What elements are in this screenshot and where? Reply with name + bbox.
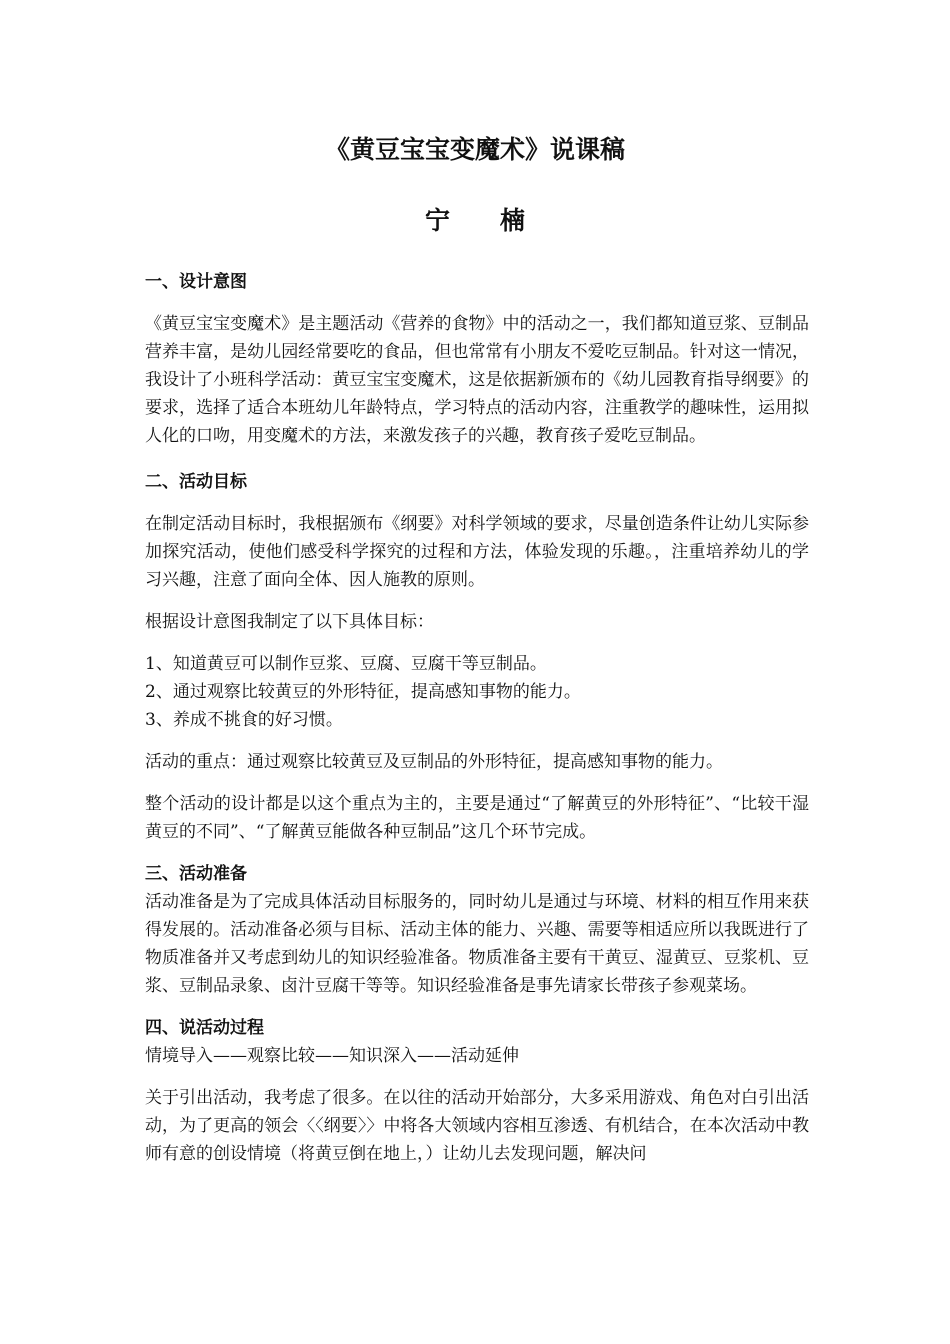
paragraph: 《黄豆宝宝变魔术》是主题活动《营养的食物》中的活动之一，我们都知道豆浆、豆制品营养丰富，是幼儿园经常要吃的食品，但也常常有小朋友不爱吃豆制品。针对这一情况，我设计了小班科学活动：黄豆宝宝变魔术，这是依据新颁布的《幼儿园教育指导纲要》的要求，选择了适合本班幼儿年龄特点，学习特点的活动内容，注重教学的趣味性，运用拟人化的口吻，用变魔术的方法，来激发孩子的兴趣，教育孩子爱吃豆制品。	[145, 314, 809, 446]
section-activity-preparation	[145, 860, 809, 1000]
section-heading: 一、设计意图	[145, 272, 247, 292]
paragraph: 整个活动的设计都是以这个重点为主的，主要是通过“了解黄豆的外形特征”、“比较干湿黄豆的不同”、“了解黄豆能做各种豆制品”这几个环节完成。	[145, 794, 809, 842]
paragraph: 情境导入——观察比较——知识深入——活动延伸	[145, 1046, 519, 1066]
paragraph: 活动的重点：通过观察比较黄豆及豆制品的外形特征，提高感知事物的能力。	[145, 752, 723, 772]
document-title: 《黄豆宝宝变魔术》说课稿	[324, 135, 625, 164]
section-heading: 三、活动准备	[145, 864, 247, 884]
section-heading: 四、说活动过程	[145, 1018, 264, 1038]
paragraph: 活动准备是为了完成具体活动目标服务的，同时幼儿是通过与环境、材料的相互作用来获得发展的。活动准备必须与目标、活动主体的能力、兴趣、需要等相适应所以我既进行了物质准备并又考虑到幼儿的知识经验准备。物质准备主要有干黄豆、湿黄豆、豆浆机、豆浆、豆制品录象、卤汁豆腐干等等。知识经验准备是事先请家长带孩子参观菜场。	[145, 892, 809, 996]
author-name: 宁 楠	[424, 206, 525, 235]
section-activity-process	[145, 1014, 809, 1168]
list-item: 1、知道黄豆可以制作豆浆、豆腐、豆腐干等豆制品。	[145, 654, 547, 674]
paragraph: 关于引出活动，我考虑了很多。在以往的活动开始部分，大多采用游戏、角色对白引出活动，为了更高的领会〈〈纲要〉〉中将各大领域内容相互渗透、有机结合，在本次活动中教师有意的创设情境（将黄豆倒在地上，）让幼儿去发现问题，解决问	[145, 1088, 809, 1164]
paragraph: 在制定活动目标时，我根据颁布《纲要》对科学领域的要求，尽量创造条件让幼儿实际参加探究活动，使他们感受科学探究的过程和方法，体验发现的乐趣。，注重培养幼儿的学习兴趣，注意了面向全体、因人施教的原则。	[145, 514, 809, 590]
goals-list	[145, 650, 809, 734]
document-body	[145, 268, 809, 1168]
list-item: 2、通过观察比较黄豆的外形特征，提高感知事物的能力。	[145, 682, 581, 702]
section-design-intent	[145, 268, 809, 450]
section-heading: 二、活动目标	[145, 472, 247, 492]
list-item: 3、养成不挑食的好习惯。	[145, 710, 343, 730]
section-activity-goals	[145, 468, 809, 846]
paragraph: 根据设计意图我制定了以下具体目标：	[145, 612, 434, 632]
